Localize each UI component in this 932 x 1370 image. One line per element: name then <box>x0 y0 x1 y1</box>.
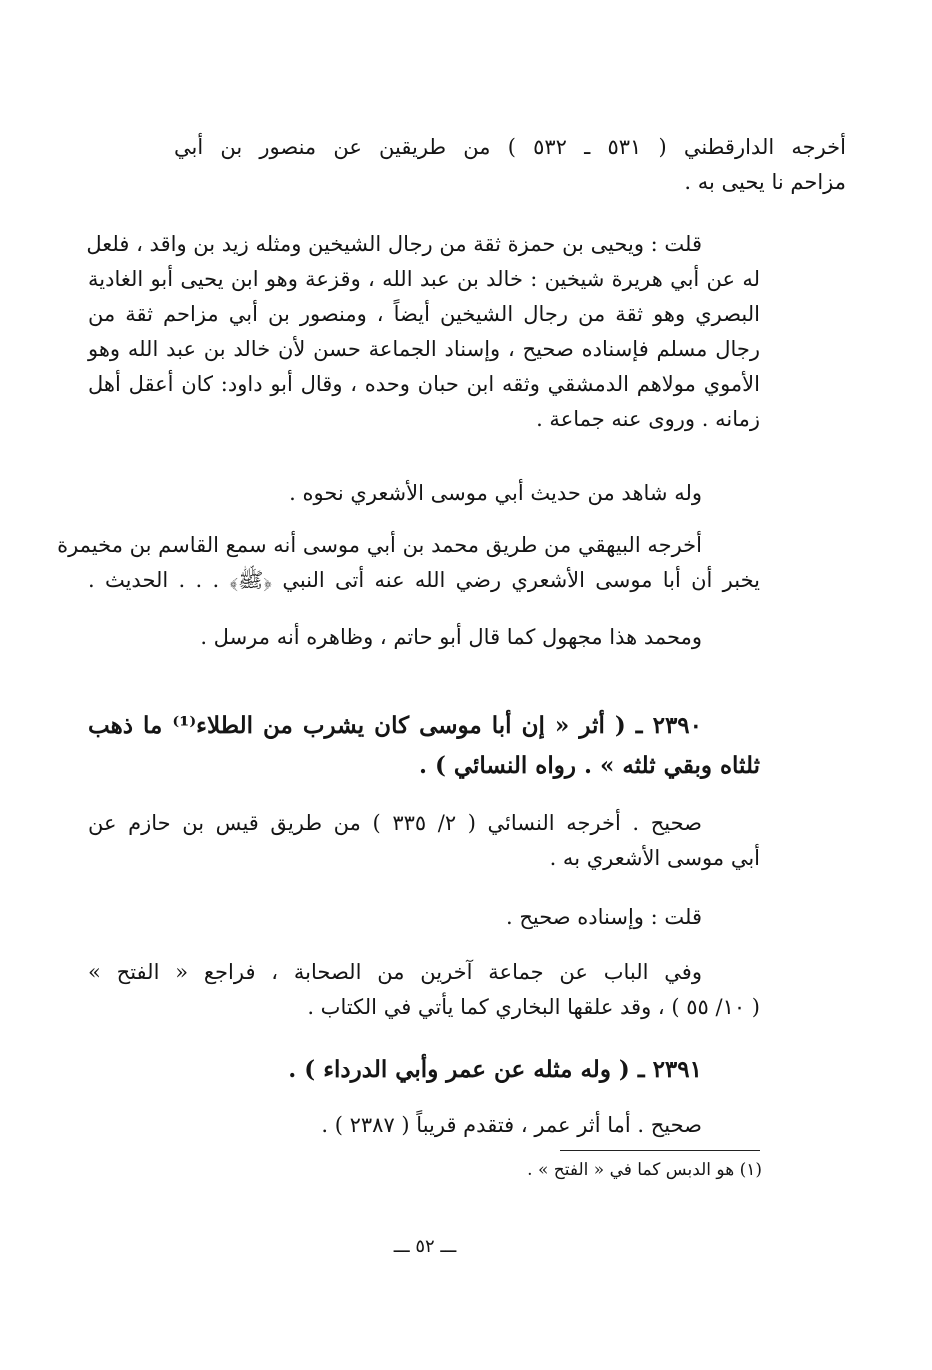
paragraph-sahih-nasai <box>88 806 760 876</box>
paragraph-fil-bab <box>88 955 760 1025</box>
page-number: ـــ ٥٢ ـــ <box>393 1236 457 1257</box>
paragraph-bayhaqi <box>57 528 760 598</box>
paragraph-daraqutni <box>174 130 847 200</box>
paragraph-qultu-isnad <box>102 900 702 935</box>
paragraph-athar-umar <box>102 1108 702 1143</box>
text-line: أبي موسى الأشعري به . <box>549 846 760 870</box>
paragraph-qultu-yahya <box>88 227 760 437</box>
text-line: قلت : وإسناده صحيح . <box>505 905 702 929</box>
text-line: ثلثاه وبقي ثلثه » . رواه النسائي ) . <box>418 752 760 779</box>
text-line: أخرجه البيهقي من طريق محمد بن أبي موسى أنه سمع القاسم بن مخيمرة <box>57 533 702 557</box>
text-line: أخرجه الدارقطني ( ٥٣١ ـ ٥٣٢ ) من طريقين عن منصور بن أبي <box>174 135 847 159</box>
text-line: زمانه . وروى عنه جماعة . <box>536 407 760 431</box>
text-line: يخبر أن أبا موسى الأشعري رضي الله عنه أتى النبي ﴿ﷺ﴾ . . . الحديث . <box>88 568 760 592</box>
text-line: ٢٣٩٠ ـ ( أثر « إن أبا موسى كان يشرب من الطلاء⁽¹⁾ ما ذهب <box>88 712 703 739</box>
text-line: ( ١٠/ ٥٥ ) ، وقد علقها البخاري كما يأتي في الكتاب . <box>307 995 760 1019</box>
paragraph-shahid <box>102 476 702 511</box>
footnote-divider <box>560 1150 760 1151</box>
text-line: رجال مسلم فإسناده صحيح ، وإسناد الجماعة حسن لأن خالد بن عبد الله وهو <box>88 337 760 361</box>
text-line: ومحمد هذا مجهول كما قال أبو حاتم ، وظاهره أنه مرسل . <box>200 625 702 649</box>
footnote: (١) هو الدبس كما في « الفتح » . <box>527 1160 762 1180</box>
text-line: ٢٣٩١ ـ ( وله مثله عن عمر وأبي الدرداء ) . <box>288 1056 702 1083</box>
text-line: صحيح . أما أثر عمر ، فتقدم قريباً ( ٢٣٨٧ ) . <box>321 1113 702 1137</box>
heading-2390 <box>88 706 760 786</box>
text-line: صحيح . أخرجه النسائي ( ٢/ ٣٣٥ ) من طريق قيس بن حازم عن <box>88 811 702 835</box>
heading-2391 <box>102 1050 702 1090</box>
text-line: قلت : ويحيى بن حمزة ثقة من رجال الشيخين ومثله زيد بن واقد ، فلعل <box>86 232 702 256</box>
text-line: وفي الباب عن جماعة آخرين من الصحابة ، فراجع « الفتح » <box>88 960 702 984</box>
text-line: وله شاهد من حديث أبي موسى الأشعري نحوه . <box>289 481 702 505</box>
text-line: له عن أبي هريرة شيخين : خالد بن عبد الله ، وقزعة وهو ابن يحيى أبو الغادية <box>88 267 760 291</box>
text-line: مزاحم نا يحيى به . <box>684 170 846 194</box>
paragraph-muhammad-majhul <box>102 620 702 655</box>
text-line: البصري وهو ثقة من رجال الشيخين أيضاً ، ومنصور بن أبي مزاحم ثقة من <box>88 302 760 326</box>
text-line: الأموي مولاهم الدمشقي وثقه ابن حبان وحده ، وقال أبو داود: كان أعقل أهل <box>88 372 760 396</box>
